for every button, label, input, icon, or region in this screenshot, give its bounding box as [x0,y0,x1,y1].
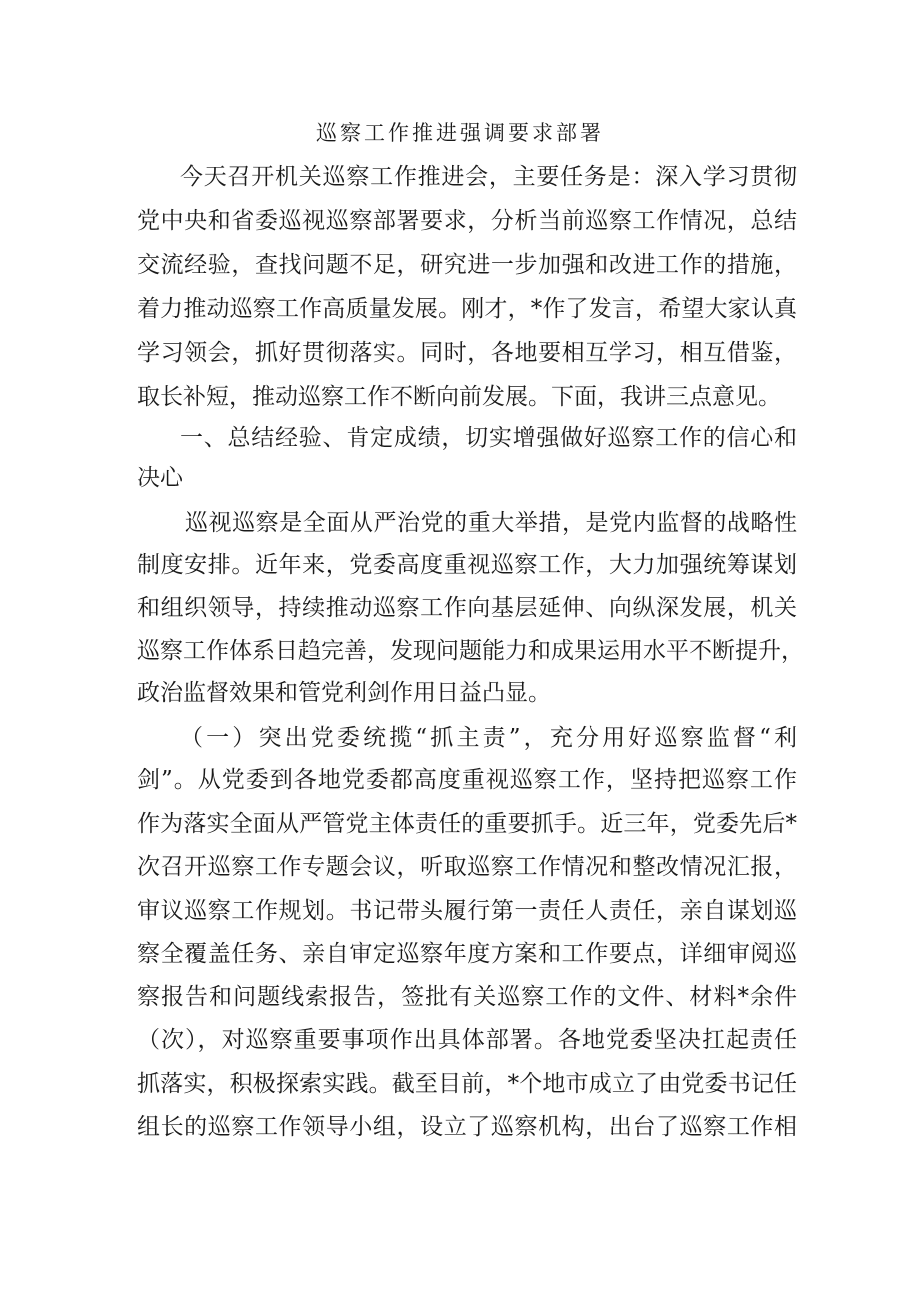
section-heading-line: 决心 [137,465,183,491]
document-title: 巡察工作推进强调要求部署 [316,121,604,145]
paragraph-line: 取长补短，推动巡察工作不断向前发展。下面，我讲三点意见。 [137,384,781,410]
paragraph-line: 政治监督效果和管党利剑作用日益凸显。 [137,680,551,706]
paragraph-line: （次），对巡察重要事项作出具体部署。各地党委坚决扛起责任 [137,1027,797,1053]
paragraph-line: 交流经验，查找问题不足，研究进一步加强和改进工作的措施， [137,252,797,278]
paragraph-line: 次召开巡察工作专题会议，听取巡察工作情况和整改情况汇报， [137,854,797,880]
paragraph-line: 着力推动巡察工作高质量发展。刚才，*作了发言，希望大家认真 [137,296,797,322]
paragraph-line: 剑”。从党委到各地党委都高度重视巡察工作，坚持把巡察工作 [137,767,797,793]
paragraph-line: 审议巡察工作规划。书记带头履行第一责任人责任，亲自谋划巡 [137,898,797,924]
subsection-line: （一）突出党委统揽“抓主责”，充分用好巡察监督“利 [180,725,797,751]
paragraph-line: 作为落实全面从严管党主体责任的重要抓手。近三年，党委先后* [137,811,797,837]
paragraph-line: 察全覆盖任务、亲自审定巡察年度方案和工作要点，详细审阅巡 [137,941,797,967]
paragraph-line: 学习领会，抓好贯彻落实。同时，各地要相互学习，相互借鉴， [137,340,797,366]
paragraph-line: 和组织领导，持续推动巡察工作向基层延伸、向纵深发展，机关 [137,595,797,621]
paragraph-line: 组长的巡察工作领导小组，设立了巡察机构，出台了巡察工作相 [137,1114,797,1140]
paragraph-line: 察报告和问题线索报告，签批有关巡察工作的文件、材料*余件 [137,984,797,1010]
paragraph-line: 抓落实，积极探索实践。截至目前，*个地市成立了由党委书记任 [137,1071,797,1097]
paragraph-line: 党中央和省委巡视巡察部署要求，分析当前巡察工作情况，总结 [137,208,797,234]
paragraph-line: 巡视巡察是全面从严治党的重大举措，是党内监督的战略性 [185,510,797,536]
section-heading-line: 一、总结经验、肯定成绩，切实增强做好巡察工作的信心和 [180,425,797,451]
paragraph-line: 巡察工作体系日趋完善，发现问题能力和成果运用水平不断提升， [137,638,804,664]
paragraph-line: 制度安排。近年来，党委高度重视巡察工作，大力加强统筹谋划 [137,552,797,578]
paragraph-line: 今天召开机关巡察工作推进会，主要任务是：深入学习贯彻 [180,164,797,190]
